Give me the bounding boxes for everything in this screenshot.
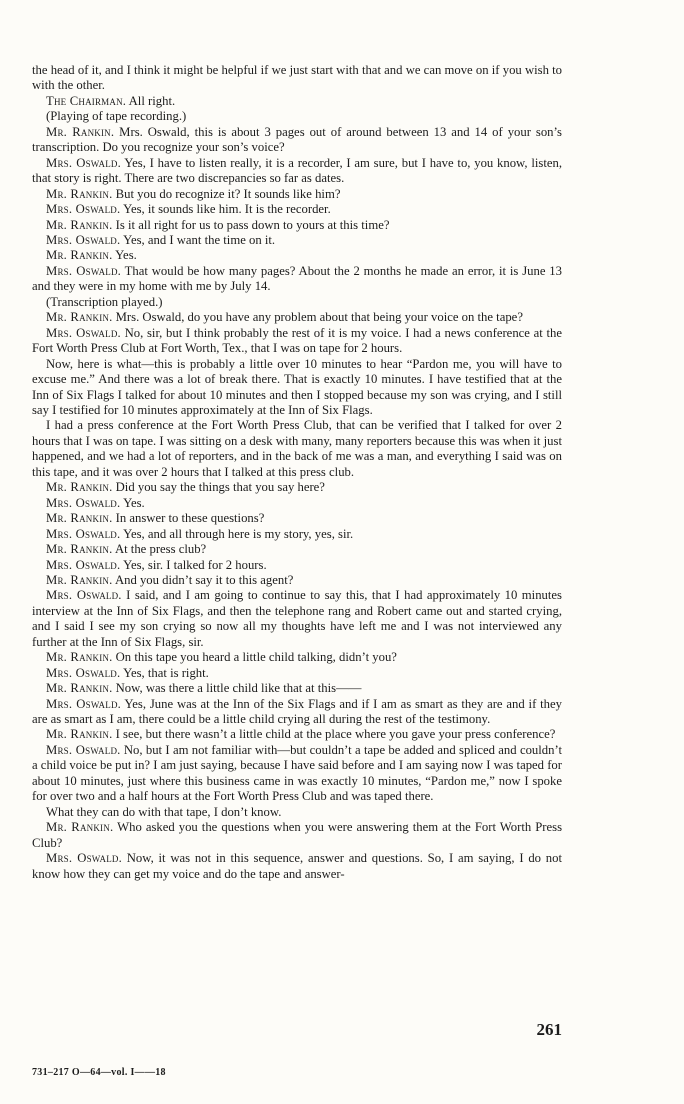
speaker-name: Mr. Rankin. bbox=[46, 727, 113, 742]
paragraph bbox=[32, 326, 562, 357]
paragraph-text: Yes, and I want the time on it. bbox=[120, 232, 276, 247]
body-text bbox=[32, 63, 562, 882]
paragraph-text: All right. bbox=[126, 93, 176, 108]
paragraph bbox=[32, 418, 562, 480]
paragraph bbox=[32, 851, 562, 882]
speaker-name: Mr. Rankin. bbox=[46, 186, 113, 201]
paragraph bbox=[32, 187, 562, 202]
paragraph bbox=[32, 558, 562, 573]
print-code: 731–217 O—64—vol. I——18 bbox=[32, 1067, 166, 1078]
page-number: 261 bbox=[536, 1020, 562, 1039]
speaker-name: Mr. Rankin. bbox=[46, 248, 113, 263]
speaker-name: The Chairman. bbox=[46, 93, 127, 108]
paragraph-text: Did you say the things that you say here? bbox=[112, 480, 325, 495]
paragraph bbox=[32, 820, 562, 851]
paragraph-text: Is it all right for us to pass down to yours at this time? bbox=[112, 217, 390, 232]
paragraph bbox=[32, 805, 562, 820]
paragraph bbox=[32, 697, 562, 728]
paragraph bbox=[32, 681, 562, 696]
speaker-name: Mr. Rankin. bbox=[46, 511, 113, 526]
speaker-name: Mr. Rankin. bbox=[46, 681, 113, 696]
paragraph bbox=[32, 264, 562, 295]
speaker-name: Mr. Rankin. bbox=[46, 542, 113, 557]
speaker-name: Mrs. Oswald. bbox=[46, 696, 122, 711]
paragraph-text: No, but I am not familiar with—but couldn’t a tape be added and spliced and couldn’t a child voice be put in? I am just saying, because I have said before and I am saying now I was taped for about 10 minutes, just where this business came in was exactly 10 minutes, “Pardon me,” now I spoke for over two and a half hours at the Fort Worth Press Club and was taped there. bbox=[32, 742, 562, 804]
paragraph-text: But you do recognize it? It sounds like him? bbox=[112, 186, 341, 201]
paragraph bbox=[32, 202, 562, 217]
paragraph bbox=[32, 496, 562, 511]
paragraph bbox=[32, 63, 562, 94]
paragraph bbox=[32, 248, 562, 263]
speaker-name: Mrs. Oswald. bbox=[46, 155, 121, 170]
paragraph bbox=[32, 295, 562, 310]
paragraph-text: In answer to these questions? bbox=[112, 511, 265, 526]
paragraph bbox=[32, 542, 562, 557]
paragraph-text: Mrs. Oswald, this is about 3 pages out of around between 13 and 14 of your son’s transcription. Do you recognize your son’s voice? bbox=[32, 124, 562, 155]
speaker-name: Mrs. Oswald. bbox=[46, 495, 121, 510]
paragraph bbox=[32, 527, 562, 542]
paragraph bbox=[32, 727, 562, 742]
paragraph bbox=[32, 650, 562, 665]
speaker-name: Mr. Rankin. bbox=[46, 480, 113, 495]
speaker-name: Mr. Rankin. bbox=[46, 310, 113, 325]
paragraph-text: Now, was there a little child like that at this—— bbox=[112, 681, 362, 696]
paragraph-text: At the press club? bbox=[112, 542, 207, 557]
speaker-name: Mrs. Oswald. bbox=[46, 232, 121, 247]
speaker-name: Mr. Rankin. bbox=[46, 820, 114, 835]
speaker-name: Mr. Rankin. bbox=[46, 217, 113, 232]
speaker-name: Mrs. Oswald. bbox=[46, 325, 121, 340]
paragraph-text: (Playing of tape recording.) bbox=[46, 109, 187, 124]
paragraph-text: Yes, it sounds like him. It is the recorder. bbox=[120, 202, 331, 217]
paragraph bbox=[32, 310, 562, 325]
paragraph-text: Now, it was not in this sequence, answer and questions. So, I am saying, I do not know how they can get my voice and do the tape and answer- bbox=[32, 851, 562, 881]
paragraph-text: Yes, June was at the Inn of the Six Flags and if I am as smart as they are and if they are as smart as I am, there could be a little child crying all during the rest of the testimony. bbox=[32, 696, 562, 727]
paragraph-text: Yes, that is right. bbox=[120, 665, 209, 680]
paragraph-text: On this tape you heard a little child talking, didn’t you? bbox=[112, 650, 397, 665]
paragraph bbox=[32, 94, 562, 109]
speaker-name: Mrs. Oswald. bbox=[46, 263, 122, 278]
paragraph-text: Mrs. Oswald, do you have any problem about that being your voice on the tape? bbox=[112, 310, 523, 325]
speaker-name: Mrs. Oswald. bbox=[46, 588, 122, 603]
paragraph bbox=[32, 357, 562, 419]
paragraph-text: (Transcription played.) bbox=[46, 294, 163, 309]
paragraph bbox=[32, 588, 562, 650]
paragraph-text: What they can do with that tape, I don’t know. bbox=[46, 804, 282, 819]
speaker-name: Mrs. Oswald. bbox=[46, 742, 121, 757]
speaker-name: Mrs. Oswald. bbox=[46, 202, 121, 217]
paragraph bbox=[32, 125, 562, 156]
paragraph-text: I see, but there wasn’t a little child at the place where you gave your press conference? bbox=[112, 727, 556, 742]
paragraph-text: No, sir, but I think probably the rest of it is my voice. I had a news conference at the Fort Worth Press Club at Fort Worth, Tex., that I was on tape for 2 hours. bbox=[32, 325, 562, 356]
paragraph-text: Now, here is what—this is probably a little over 10 minutes to hear “Pardon me, you will have to excuse me.” And there was a lot of break there. That is exactly 10 minutes. I have testified that at the Inn of Six Flags I talked for about 10 minutes and then I stopped because my son was crying, and I still say I testified for 10 minutes approximately at the Inn of Six Flags. bbox=[32, 356, 562, 417]
paragraph-text: Yes. bbox=[112, 248, 137, 263]
speaker-name: Mrs. Oswald. bbox=[46, 557, 121, 572]
paragraph-text: the head of it, and I think it might be helpful if we just start with that and we can move on if you wish to with the other. bbox=[32, 63, 562, 93]
paragraph-text: And you didn’t say it to this agent? bbox=[112, 572, 294, 587]
paragraph-text: I said, and I am going to continue to say this, that I had approximately 10 minutes interview at the Inn of Six Flags, and then the telephone rang and Robert came out and started crying, and I said I see my son crying so now all my thoughts have left me and I was not interviewed any further at the Inn of Six Flags, sir. bbox=[32, 588, 562, 649]
speaker-name: Mr. Rankin. bbox=[46, 124, 115, 139]
paragraph-text: Yes. bbox=[120, 495, 145, 510]
speaker-name: Mrs. Oswald. bbox=[46, 851, 122, 866]
paragraph bbox=[32, 233, 562, 248]
paragraph bbox=[32, 218, 562, 233]
speaker-name: Mrs. Oswald. bbox=[46, 665, 121, 680]
paragraph bbox=[32, 480, 562, 495]
speaker-name: Mr. Rankin. bbox=[46, 572, 113, 587]
paragraph-text: That would be how many pages? About the 2 months he made an error, it is June 13 and they were in my home with me by July 14. bbox=[32, 263, 562, 294]
paragraph bbox=[32, 511, 562, 526]
paragraph bbox=[32, 743, 562, 805]
paragraph-text: Yes, sir. I talked for 2 hours. bbox=[120, 557, 267, 572]
paragraph bbox=[32, 666, 562, 681]
paragraph-text: I had a press conference at the Fort Worth Press Club, that can be verified that I talked for over 2 hours that I was on tape. I was sitting on a desk with many, many reporters because this was when it just happened, and we had a lot of reporters, and in the back of me was a man, and everything I said was on this tape, and it was over 2 hours that I talked at this press club. bbox=[32, 418, 562, 479]
speaker-name: Mr. Rankin. bbox=[46, 650, 113, 665]
speaker-name: Mrs. Oswald. bbox=[46, 526, 121, 541]
paragraph-text: Yes, and all through here is my story, yes, sir. bbox=[120, 526, 354, 541]
paragraph bbox=[32, 156, 562, 187]
paragraph-text: Yes, I have to listen really, it is a recorder, I am sure, but I have to, you know, listen, that story is right. There are two discrepancies so far as dates. bbox=[32, 155, 562, 186]
paragraph-text: Who asked you the questions when you were answering them at the Fort Worth Press Club? bbox=[32, 820, 563, 850]
paragraph bbox=[32, 109, 562, 124]
paragraph bbox=[32, 573, 562, 588]
